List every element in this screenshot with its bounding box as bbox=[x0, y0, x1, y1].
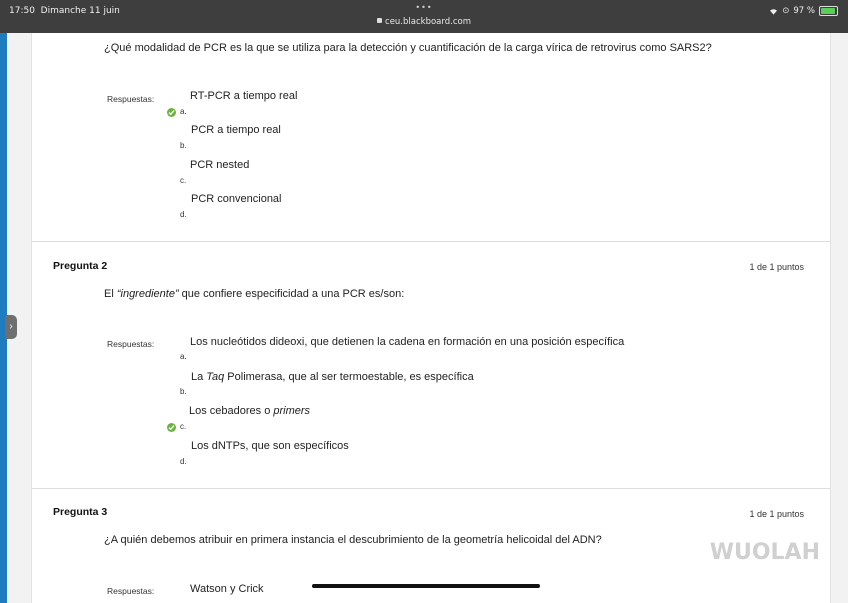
question-2-text: El “ingrediente” que confiere especificidad a una PCR es/son: bbox=[104, 288, 405, 300]
correct-check-icon bbox=[167, 423, 176, 432]
question-1-answer-c: PCR nested bbox=[190, 159, 250, 171]
question-1-responses-label: Respuestas: bbox=[107, 94, 155, 104]
question-3-title: Pregunta 3 bbox=[53, 506, 108, 518]
question-3-points: 1 de 1 puntos bbox=[749, 509, 804, 519]
question-1-text: ¿Qué modalidad de PCR es la que se utiliza para la detección y cuantificación de la carga vírica de retrovirus como SARS2? bbox=[104, 42, 712, 54]
question-1-answer-a: RT-PCR a tiempo real bbox=[190, 90, 298, 102]
battery-icon bbox=[819, 6, 838, 16]
question-2-answer-b: La Taq Polimerasa, que al ser termoestable, es específica bbox=[191, 371, 474, 383]
battery-percent: 97 % bbox=[793, 6, 815, 16]
status-time: 17:50 Dimanche 11 juin bbox=[9, 6, 120, 16]
question-2-answer-c: Los cebadores o primers bbox=[189, 405, 311, 417]
question-2-points: 1 de 1 puntos bbox=[749, 262, 804, 272]
question-divider bbox=[32, 241, 830, 242]
lock-icon bbox=[377, 18, 382, 23]
question-3-responses-label: Respuestas: bbox=[107, 586, 155, 596]
question-1-letter-d: d. bbox=[180, 210, 187, 219]
sidebar-expand-handle[interactable]: › bbox=[5, 315, 17, 339]
test-results-panel bbox=[31, 33, 831, 603]
question-3-text: ¿A quién debemos atribuir en primera instancia el descubrimiento de la geometría helicoidal del ADN? bbox=[104, 534, 602, 546]
question-divider bbox=[32, 488, 830, 489]
question-2-letter-d: d. bbox=[180, 457, 187, 466]
orientation-lock-icon: ⊙ bbox=[782, 6, 790, 16]
question-1-letter-b: b. bbox=[180, 141, 187, 150]
wifi-icon bbox=[769, 8, 778, 15]
wuolah-watermark: WUOLAH bbox=[709, 540, 820, 565]
home-indicator[interactable] bbox=[312, 584, 540, 588]
correct-check-icon bbox=[167, 108, 176, 117]
status-bar bbox=[0, 0, 848, 33]
address-bar[interactable]: ceu.blackboard.com bbox=[0, 17, 848, 27]
more-dots-icon[interactable]: ••• bbox=[415, 3, 433, 12]
question-2-letter-a: a. bbox=[180, 352, 187, 361]
question-2-title: Pregunta 2 bbox=[53, 260, 108, 272]
question-1-letter-c: c. bbox=[180, 176, 187, 185]
question-1-answer-d: PCR convencional bbox=[191, 193, 282, 205]
question-3-answer-a: Watson y Crick bbox=[190, 583, 264, 595]
question-2-letter-b: b. bbox=[180, 387, 187, 396]
question-1-letter-a: a. bbox=[180, 107, 187, 116]
question-2-letter-c: c. bbox=[180, 422, 187, 431]
question-2-responses-label: Respuestas: bbox=[107, 339, 155, 349]
question-1-answer-b: PCR a tiempo real bbox=[191, 124, 281, 136]
status-indicators bbox=[769, 6, 838, 16]
question-2-answer-a: Los nucleótidos dideoxi, que detienen la cadena en formación en una posición específica bbox=[190, 336, 625, 348]
question-2-answer-d: Los dNTPs, que son específicos bbox=[191, 440, 349, 452]
